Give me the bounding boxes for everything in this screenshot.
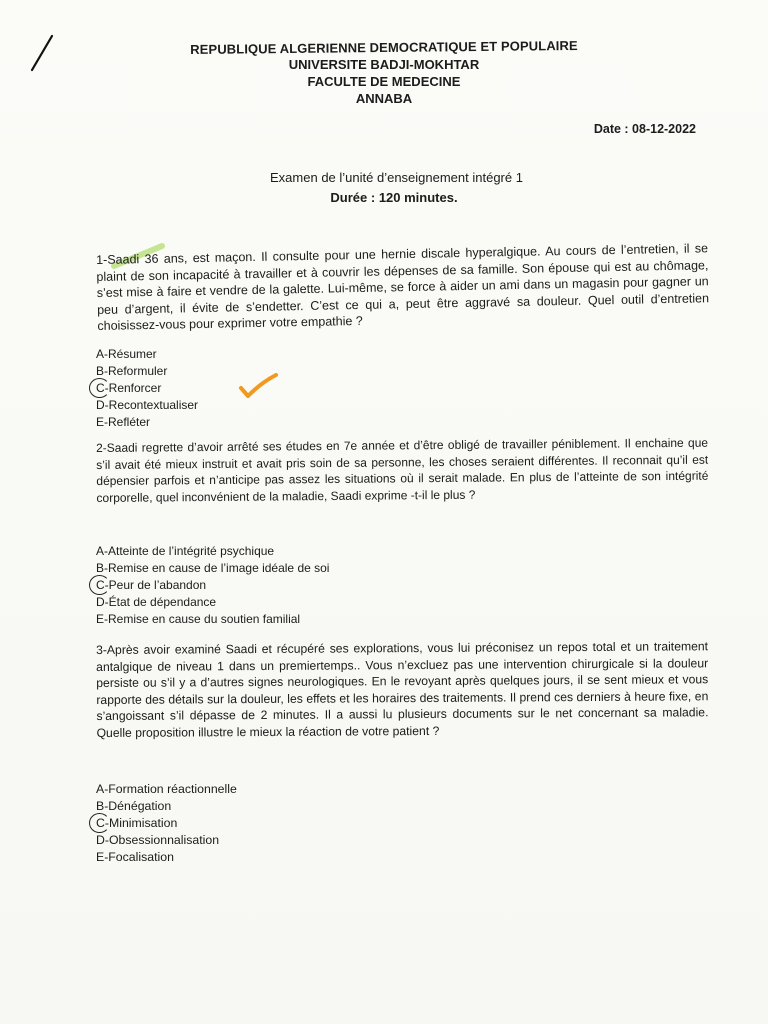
option-2e: E-Remise en cause du soutien familial <box>96 612 301 626</box>
exam-date: Date : 08-12-2022 <box>593 122 696 136</box>
question-3-options <box>96 781 237 866</box>
exam-duration: Durée : 120 minutes. <box>330 190 458 205</box>
option-1e: E-Refléter <box>96 415 151 429</box>
checkmark-icon <box>238 372 280 400</box>
header-republic: REPUBLIQUE ALGERIENNE DEMOCRATIQUE ET POPULAIRE <box>190 37 578 58</box>
option-2c-circled: C-Peur de l’abandon <box>96 577 329 594</box>
header-city: ANNABA <box>355 91 413 106</box>
question-3-text: 3-Après avoir examiné Saadi et récupéré ses explorations, vous lui préconisez un repos total et un traitement antalgique de niveau 1 dans un premiertemps.. Vous n’excluez pas une intervention chirurgicale si la douleur persiste ou s’il y a d’autres signes neurologiques. En le revoyant après quelques jours, il se sent mieux et vous rapporte des détails sur la douleur, les effets et les horaires des traitements. Il prend ces derniers à heure fixe, en s’angoissant s’il dépasse de 2 minutes. Il a aussi lu plusieurs documents sur le net concernant sa maladie. Quelle proposition illustre le mieux la réaction de votre patient ? <box>96 639 709 740</box>
option-3e: E-Focalisation <box>96 850 174 864</box>
question-1-text: 1-Saadi 36 ans, est maçon. Il consulte pour une hernie discale hyperalgique. Au cours de l’entretien, il se plaint de son incapacité à travailler et à couvrir les dépenses de sa famille. Son épouse qui est au chômage, s’est mise à faire et vendre de la galette. Lui-même, se force à aider un ami dans un magasin pour gagner un peu d’argent, il évite de s’endetter. C’est ce qui a, peut être aggravé sa douleur. Quel outil d’entretien choisissez-vous pour exprimer votre empathie ? <box>96 241 710 333</box>
option-3d: D-Obsessionnalisation <box>96 833 220 847</box>
option-1d: D-Recontextualiser <box>96 398 199 412</box>
question-2-options <box>96 543 329 628</box>
option-3b: B-Dénégation <box>96 799 172 813</box>
header-university: UNIVERSITE BADJI-MOKHTAR <box>288 57 480 72</box>
header-faculty: FACULTE DE MEDECINE <box>307 74 461 89</box>
document-header <box>0 38 768 106</box>
option-2b: B-Remise en cause de l’image idéale de soi <box>96 561 330 575</box>
option-2d: D-État de dépendance <box>96 595 217 609</box>
option-3c-circled: C-Minimisation <box>96 815 237 832</box>
option-2a: A-Atteinte de l’intégrité psychique <box>96 544 275 558</box>
option-1b: B-Reformuler <box>96 364 168 378</box>
option-3a: A-Formation réactionnelle <box>96 782 237 796</box>
option-1c-circled: C-Renforcer <box>96 380 198 397</box>
option-1a: A-Résumer <box>96 347 157 361</box>
question-1-options <box>96 346 198 431</box>
question-2-text: 2-Saadi regrette d’avoir arrêté ses études en 7e année et d’être obligé de travailler péniblement. Il enchaine que s’il avait été mieux instruit et avait pris soin de sa personne, les choses seraient différentes. Il reconnait qu’il est dépensier parfois et n’anticipe pas assez les situations où il serait malade. En plus de l’atteinte de son intégrité corporelle, quel inconvénient de la maladie, Saadi exprime -t-il le plus ? <box>96 435 709 505</box>
exam-title: Examen de l’unité d’enseignement intégré 1 <box>270 170 523 185</box>
exam-title-block <box>0 168 768 208</box>
